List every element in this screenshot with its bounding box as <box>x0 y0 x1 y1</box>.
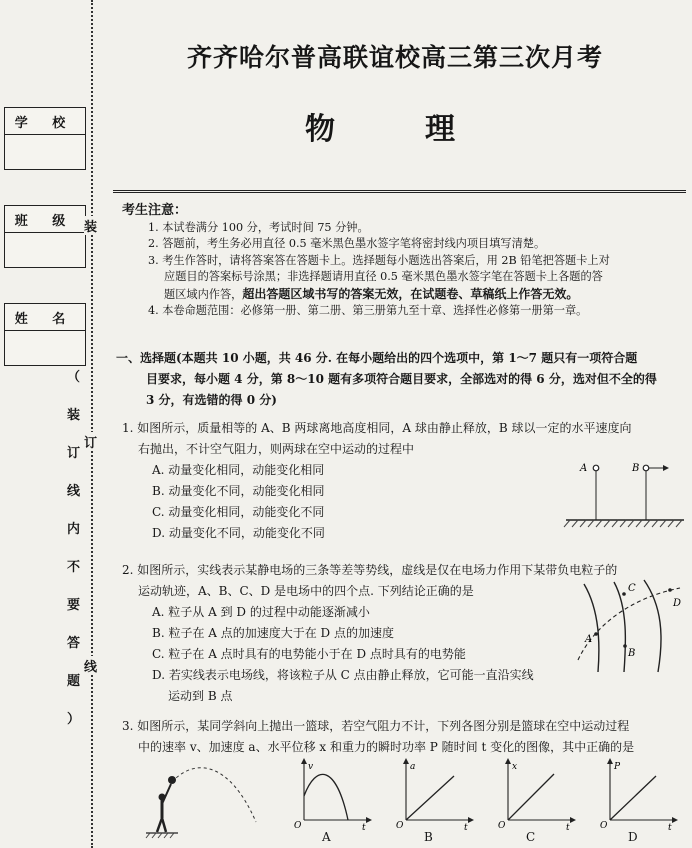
fig-label-a: A <box>580 463 588 474</box>
q3-option-b[interactable]: B <box>424 830 433 844</box>
q2-option-c[interactable]: C. 粒子在 A 点时具有的电势能小于在 D 点时具有的电势能 <box>152 647 466 661</box>
notice-item: 2. 答题前，考生务必用直径 0.5 毫米黑色墨水签字笔将密封线内项目填写清楚。 <box>148 237 546 250</box>
svg-text:t: t <box>566 823 570 830</box>
q3-graph-d <box>598 758 678 830</box>
q2-stem: 2. 如图所示，实线表示某静电场的三条等差等势线，虚线是仅在电场力作用下某带负电粒子的 <box>122 563 618 577</box>
q2-option-d-cont: 运动到 B 点 <box>168 689 233 703</box>
equipotential-line <box>584 584 599 672</box>
notice-item: 1. 本试卷满分 100 分，考试时间 75 分钟。 <box>148 220 369 234</box>
svg-text:P: P <box>614 762 621 772</box>
notice-item: 应题目的答案标号涂黑；非选择题请用直径 0.5 毫米黑色墨水签字笔在答题卡上各题的答 <box>164 270 603 283</box>
class-label: 班 级 <box>5 206 85 233</box>
q1-stem: 1. 如图所示，质量相等的 A、B 两球离地高度相同，A 球由静止释放，B 球以一定的水平速度向 <box>122 421 632 435</box>
subject-title: 物 理 <box>305 112 485 147</box>
q3-option-c[interactable]: C <box>526 830 536 844</box>
binding-char: 订 <box>84 432 97 451</box>
graph-curve <box>406 776 454 820</box>
svg-text:O: O <box>600 821 608 830</box>
graph-curve <box>508 774 554 820</box>
svg-text:O: O <box>294 821 302 830</box>
class-field[interactable] <box>5 233 85 267</box>
throw-trajectory <box>172 768 256 822</box>
notice-emphasis: 超出答题区域书写的答案无效，在试题卷、草稿纸上作答无效。 <box>242 286 579 301</box>
basketball <box>168 776 176 784</box>
svg-text:t: t <box>464 823 468 830</box>
q1-figure <box>560 456 690 536</box>
name-box <box>4 303 86 366</box>
notice-item: 3. 考生作答时，请将答案答在答题卡上。选择题每小题选出答案后，用 2B 铅笔把答题卡上对 <box>148 253 610 267</box>
q1-option-d[interactable]: D. 动量变化不同，动能变化不同 <box>152 526 325 540</box>
q3-graph-b <box>394 758 474 830</box>
q3-stem: 中的速率 v、加速度 a、水平位移 x 和重力的瞬时功率 P 随时间 t 变化的图像，其中正确的是 <box>138 740 635 754</box>
graph-curve <box>610 776 656 820</box>
binding-char: 线 <box>84 656 97 675</box>
school-box <box>4 107 86 170</box>
notice-item: 4. 本卷命题范围：必修第一册、第二册、第三册第九至十章、选择性必修第一册第一章。 <box>148 304 588 317</box>
q3-option-a[interactable]: A <box>322 830 331 844</box>
q1-stem: 右抛出，不计空气阻力，则两球在空中运动的过程中 <box>138 442 415 456</box>
svg-text:t: t <box>668 823 672 830</box>
svg-text:O: O <box>396 821 404 830</box>
q2-stem: 运动轨迹，A、B、C、D 是电场中的四个点. 下列结论正确的是 <box>138 584 474 598</box>
section-heading: 一、选择题(本题共 10 小题，共 46 分. 在每小题给出的四个选项中，第 1～7 题只有一项符合题 目要求，每小题 4 分，第 8～10 题有多项符合题目要求，全部选对的得 6 分，选对但不全的得 3 分，有选错的得 0 分) <box>116 351 657 407</box>
q3-option-d[interactable]: D <box>628 830 638 844</box>
q1-option-b[interactable]: B. 动量变化不同，动能变化相同 <box>152 484 325 498</box>
name-label: 姓 名 <box>5 304 85 331</box>
svg-text:a: a <box>410 762 416 772</box>
graph-curve <box>304 774 348 820</box>
class-box <box>4 205 86 268</box>
q2-figure <box>570 576 688 676</box>
q1-option-c[interactable]: C. 动量变化相同，动能变化不同 <box>152 505 325 519</box>
q3-graph-c <box>496 758 576 830</box>
exam-title: 齐齐哈尔普高联谊校高三第三次月考 <box>186 43 603 72</box>
notice-item: 题区域内作答，超出答题区域书写的答案无效，在试题卷、草稿纸上作答无效。 <box>164 286 579 301</box>
ball-a <box>593 465 599 471</box>
school-field[interactable] <box>5 135 85 169</box>
point-d: D <box>673 598 682 609</box>
q2-option-b[interactable]: B. 粒子在 A 点的加速度大于在 D 点的加速度 <box>152 626 394 640</box>
header-divider <box>113 190 686 193</box>
point-a: A <box>585 634 593 645</box>
binding-dotted-line <box>91 0 93 848</box>
q2-option-a[interactable]: A. 粒子从 A 到 D 的过程中动能逐渐减小 <box>152 605 370 619</box>
ground-hatching <box>564 520 684 527</box>
question-1 <box>122 418 632 544</box>
q2-option-d[interactable]: D. 若实线表示电场线，将该粒子从 C 点由静止释放，它可能一直沿实线 <box>152 668 534 682</box>
ball-b <box>643 465 649 471</box>
fig-label-b: B <box>632 463 640 474</box>
school-label: 学 校 <box>5 108 85 135</box>
svg-text:x: x <box>512 762 518 772</box>
q1-option-a[interactable]: A. 动量变化相同，动能变化相同 <box>152 463 325 477</box>
question-2 <box>122 560 617 707</box>
q3-graph-a <box>292 758 372 830</box>
q3-stem: 3. 如图所示，某同学斜向上抛出一篮球，若空气阻力不计，下列各图分别是篮球在空中运动过程 <box>122 719 630 733</box>
point-b: B <box>628 648 636 659</box>
candidate-notice <box>122 203 684 320</box>
point-c: C <box>628 583 636 594</box>
binding-char: 装 <box>84 216 97 235</box>
question-3 <box>122 716 634 758</box>
svg-text:t: t <box>362 823 366 830</box>
q3-thrower-figure <box>144 760 264 840</box>
svg-text:v: v <box>308 762 314 772</box>
svg-text:O: O <box>498 821 506 830</box>
name-field[interactable] <box>5 331 85 365</box>
notice-heading: 考生注意： <box>122 203 188 218</box>
